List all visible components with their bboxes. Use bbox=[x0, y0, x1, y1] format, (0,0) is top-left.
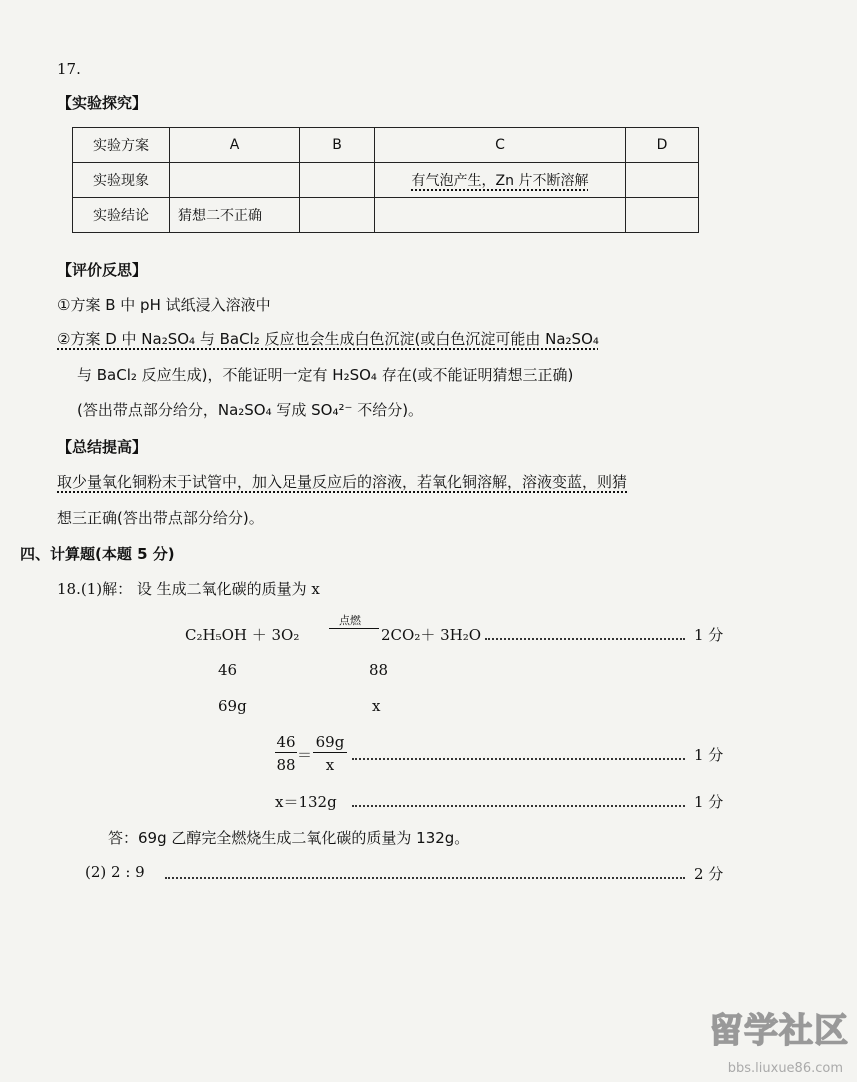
reflect-item-2-line-3: (答出带点部分给分，Na₂SO₄ 写成 SO₄²⁻ 不给分)。 bbox=[77, 401, 424, 419]
table-row bbox=[73, 163, 699, 198]
reflect-item-2-line-1: ②方案 D 中 Na₂SO₄ 与 BaCl₂ 反应也会生成白色沉淀(或白色沉淀可能由 Na₂SO₄ bbox=[57, 330, 599, 348]
fraction-bar bbox=[313, 752, 347, 753]
table-cell bbox=[626, 198, 699, 233]
dot-leader bbox=[485, 638, 685, 640]
relative-mass-co2: 88 bbox=[369, 661, 389, 679]
fraction-bar bbox=[275, 752, 297, 753]
table-cell: 实验结论 bbox=[73, 198, 170, 233]
table-cell: 猜想二不正确 bbox=[170, 198, 300, 233]
score-label: 1 分 bbox=[694, 626, 724, 644]
result-equation: x＝132g bbox=[275, 793, 337, 811]
table-cell bbox=[626, 163, 699, 198]
experiment-table bbox=[72, 127, 699, 233]
reflect-item-2-line-2: 与 BaCl₂ 反应生成)，不能证明一定有 H₂SO₄ 存在(或不能证明猜想三正确) bbox=[77, 366, 574, 384]
score-label: 1 分 bbox=[694, 746, 724, 764]
ratio-numerator-left: 46 bbox=[276, 733, 296, 751]
reaction-arrow bbox=[329, 628, 379, 629]
ratio-denominator-left: 88 bbox=[276, 756, 296, 774]
equation-reactants: C₂H₅OH ＋ 3O₂ bbox=[185, 626, 300, 644]
ratio-numerator-right: 69g bbox=[315, 733, 345, 751]
summary-line-1: 取少量氧化铜粉末于试管中，加入足量反应后的溶液，若氧化铜溶解，溶液变蓝，则猜 bbox=[57, 473, 628, 491]
part-heading: 四、计算题(本题 5 分) bbox=[20, 545, 175, 563]
table-cell: 实验现象 bbox=[73, 163, 170, 198]
equation-condition: 点燃 bbox=[339, 614, 361, 627]
section-heading-reflect: 【评价反思】 bbox=[57, 261, 148, 279]
unknown-mass: x bbox=[372, 697, 381, 715]
score-label: 1 分 bbox=[694, 793, 724, 811]
watermark-logo: 留学社区 bbox=[709, 1011, 849, 1051]
equation-products: 2CO₂＋ 3H₂O bbox=[381, 626, 482, 644]
dot-leader bbox=[165, 877, 685, 879]
table-cell: C bbox=[375, 128, 626, 163]
summary-line-2: 想三正确(答出带点部分给分)。 bbox=[57, 509, 264, 527]
score-label: 2 分 bbox=[694, 865, 724, 883]
table-cell: D bbox=[626, 128, 699, 163]
part-2-answer: (2) 2 : 9 bbox=[85, 863, 145, 881]
table-cell bbox=[170, 163, 300, 198]
answer-text: 答：69g 乙醇完全燃烧生成二氧化碳的质量为 132g。 bbox=[108, 829, 470, 847]
reflect-item-1: ①方案 B 中 pH 试纸浸入溶液中 bbox=[57, 296, 271, 314]
relative-mass-ethanol: 46 bbox=[218, 661, 238, 679]
table-cell bbox=[300, 198, 375, 233]
q18-intro: 18.(1)解： 设 生成二氧化碳的质量为 x bbox=[57, 580, 320, 598]
given-mass-ethanol: 69g bbox=[218, 697, 247, 715]
table-cell bbox=[300, 163, 375, 198]
ratio-denominator-right: x bbox=[325, 756, 335, 774]
table-cell: B bbox=[300, 128, 375, 163]
watermark-url: bbs.liuxue86.com bbox=[727, 1061, 843, 1076]
table-cell bbox=[375, 198, 626, 233]
ratio-equals: ＝ bbox=[297, 746, 313, 764]
dot-leader bbox=[352, 805, 685, 807]
table-cell: 实验方案 bbox=[73, 128, 170, 163]
table-cell bbox=[375, 163, 626, 198]
section-heading-explore: 【实验探究】 bbox=[57, 94, 148, 112]
table-row bbox=[73, 128, 699, 163]
dot-leader bbox=[352, 758, 685, 760]
phenomenon-text: 有气泡产生，Zn 片不断溶解 bbox=[411, 173, 589, 189]
table-cell: A bbox=[170, 128, 300, 163]
question-number: 17. bbox=[57, 60, 81, 78]
table-row bbox=[73, 198, 699, 233]
section-heading-summary: 【总结提高】 bbox=[57, 438, 148, 456]
